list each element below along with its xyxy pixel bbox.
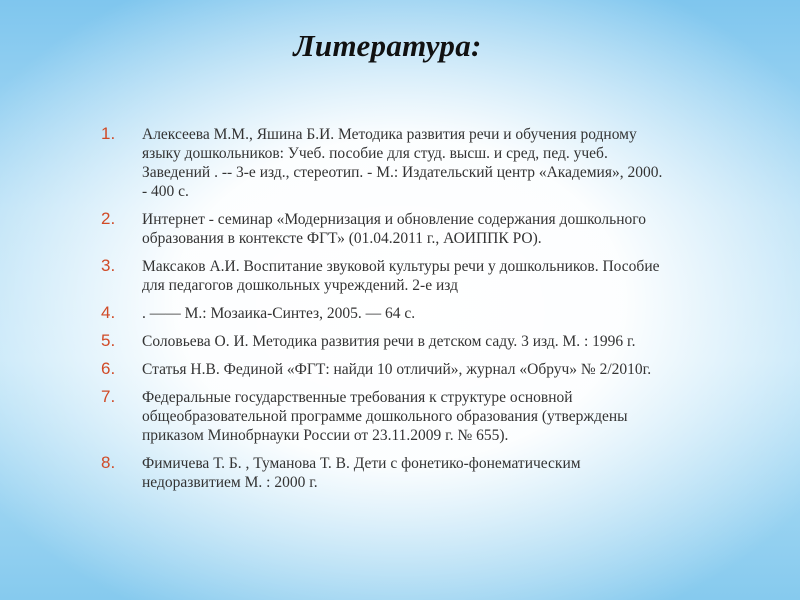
reference-item-2 xyxy=(96,210,666,248)
reference-text: Фимичева Т. Б. , Туманова Т. В. Дети с фонетико-фонематическим недоразвитием М. : 2000 г. xyxy=(142,455,581,491)
reference-number: 8. xyxy=(101,453,116,472)
reference-item-5 xyxy=(96,332,666,351)
reference-number: 5. xyxy=(101,331,116,350)
reference-text: . —— М.: Мозаика-Синтез, 2005. — 64 с. xyxy=(142,305,416,322)
reference-text: Соловьева О. И. Методика развития речи в детском саду. 3 изд. М. : 1996 г. xyxy=(142,333,636,350)
reference-text: Максаков А.И. Воспитание звуковой культуры речи у дошкольников. Пособие для педагогов дошкольных учреждений. 2-е изд xyxy=(142,258,660,294)
reference-text: Интернет - семинар «Модернизация и обновление содержания дошкольного образования в контексте ФГТ» (01.04.2011 г., АОИППК РО). xyxy=(142,211,646,247)
reference-text: Статья Н.В. Фединой «ФГТ: найди 10 отличий», журнал «Обруч» № 2/2010г. xyxy=(142,361,652,378)
reference-number: 4. xyxy=(101,303,116,322)
reference-text: Алексеева М.М., Яшина Б.И. Методика развития речи и обучения родному языку дошкольников: Учеб. пособие для студ. высш. и сред, пед. учеб. Заведений . -- 3-е изд., стереотип. - М.: Издательский центр «Академия», 2000. - 400 с. xyxy=(142,126,663,200)
reference-list xyxy=(96,125,666,501)
reference-number: 3. xyxy=(101,256,116,275)
reference-item-4 xyxy=(96,304,666,323)
reference-number: 2. xyxy=(101,209,116,228)
reference-item-8 xyxy=(96,454,666,492)
slide-title: Литература: xyxy=(293,28,482,63)
reference-number: 1. xyxy=(101,124,116,143)
reference-item-3 xyxy=(96,257,666,295)
reference-number: 7. xyxy=(101,387,116,406)
reference-item-1 xyxy=(96,125,666,201)
reference-item-7 xyxy=(96,388,666,445)
reference-number: 6. xyxy=(101,359,116,378)
reference-text: Федеральные государственные требования к структуре основной общеобразовательной программе дошкольного образования (утверждены приказом Минобрнауки России от 23.11.2009 г. № 655). xyxy=(142,389,628,444)
reference-item-6 xyxy=(96,360,666,379)
